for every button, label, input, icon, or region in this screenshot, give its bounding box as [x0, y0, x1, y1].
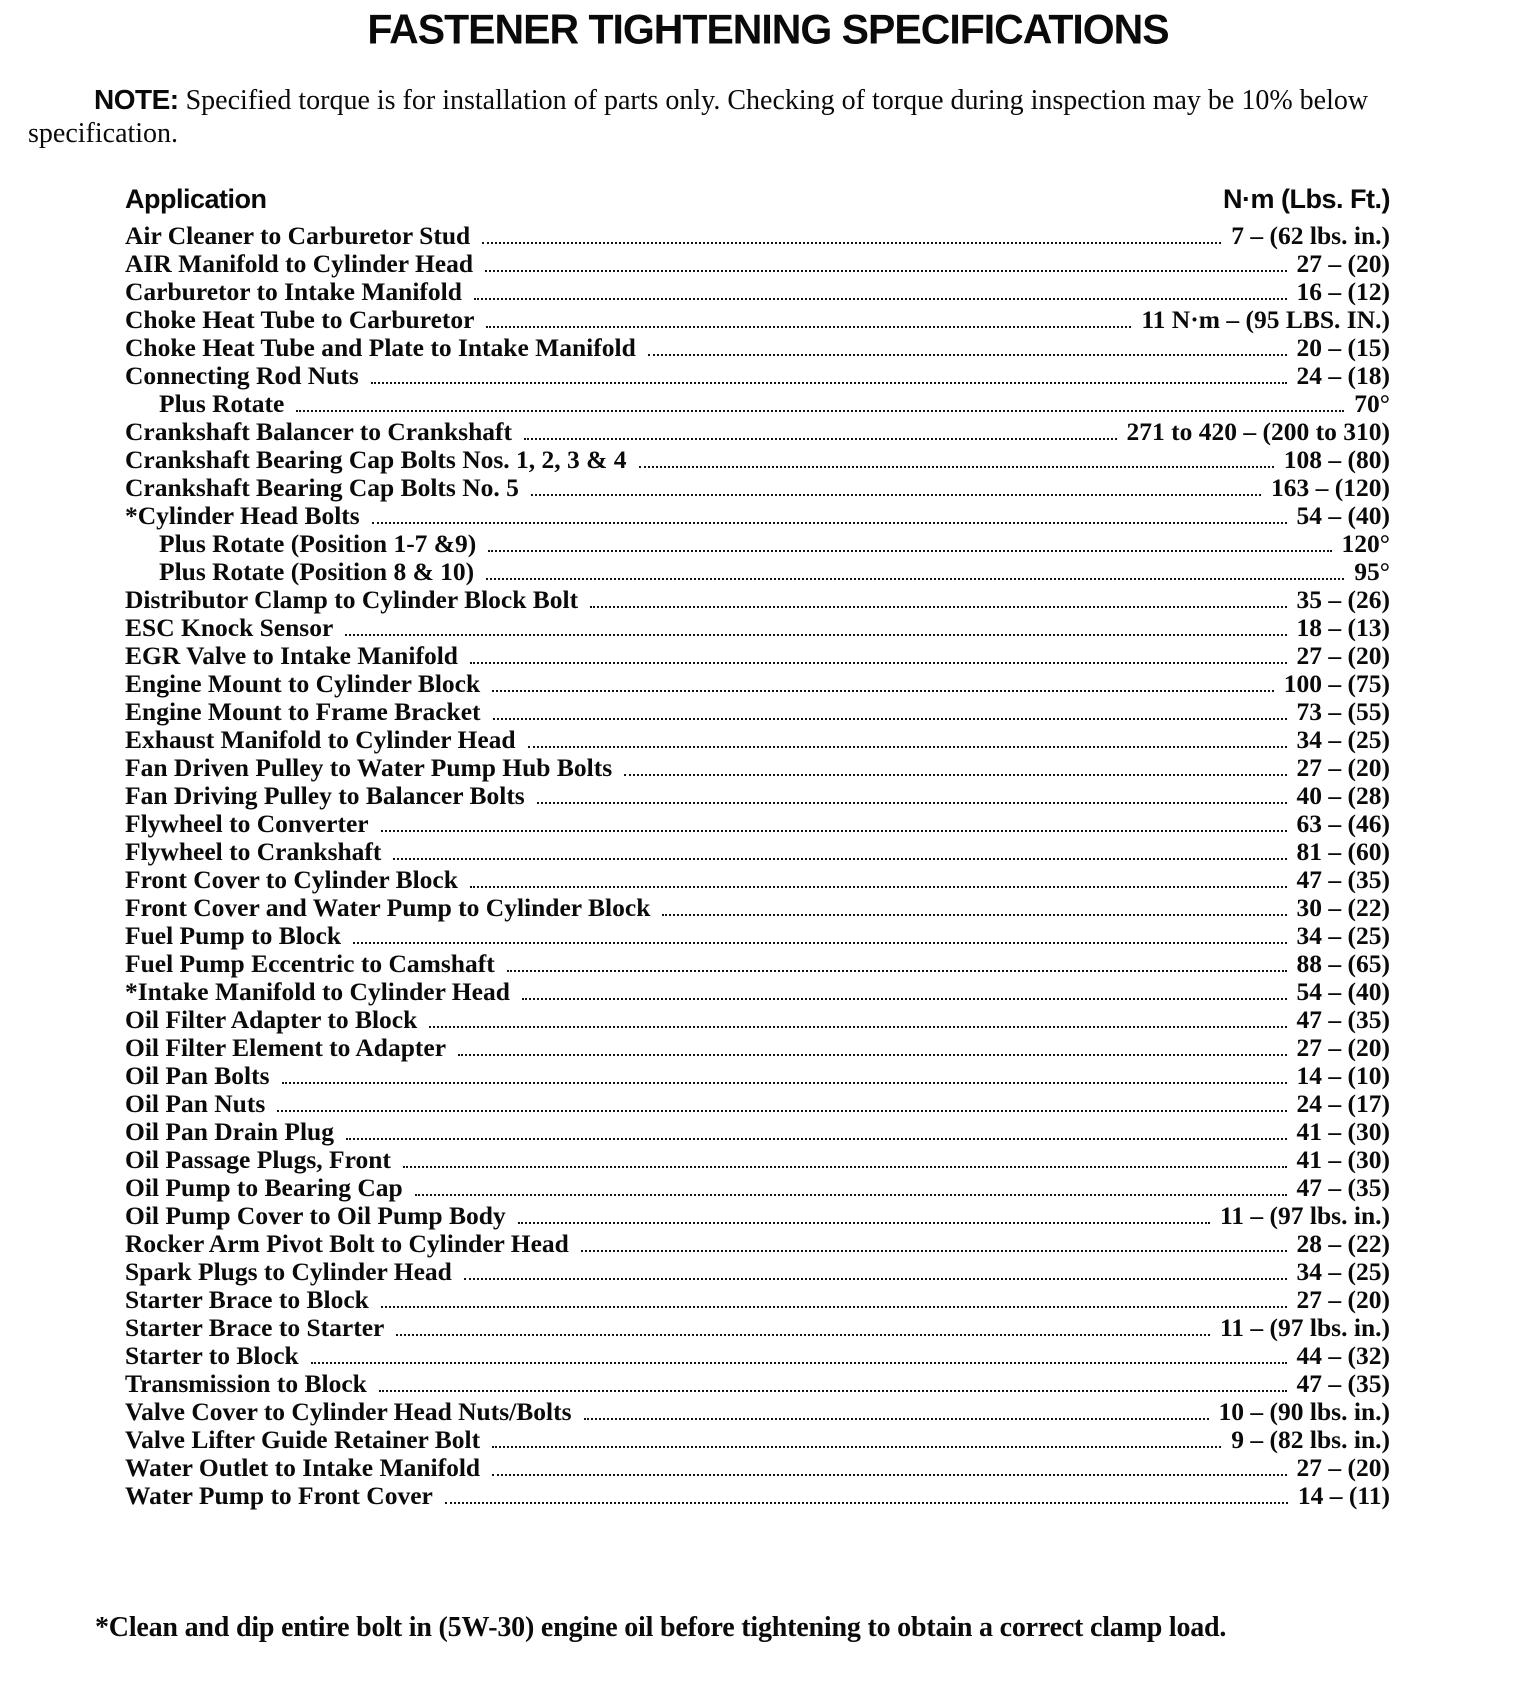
torque-value: 54 – (40): [1296, 977, 1390, 1007]
dot-leader: [445, 1502, 1288, 1504]
table-row: [125, 1034, 1390, 1062]
table-row: [125, 362, 1390, 390]
column-header-torque: N·m (Lbs. Ft.): [1223, 184, 1390, 215]
torque-value: 271 to 420 – (200 to 310): [1126, 417, 1390, 447]
torque-value: 27 – (20): [1296, 1033, 1390, 1063]
dot-leader: [474, 298, 1287, 300]
torque-value: 63 – (46): [1296, 809, 1390, 839]
table-row: [125, 1202, 1390, 1230]
application-name: Exhaust Manifold to Cylinder Head: [125, 725, 516, 755]
torque-value: 47 – (35): [1296, 865, 1390, 895]
table-row: [125, 978, 1390, 1006]
dot-leader: [482, 242, 1221, 244]
dot-leader: [648, 354, 1287, 356]
torque-value: 100 – (75): [1283, 669, 1390, 699]
dot-leader: [528, 746, 1287, 748]
application-name: Fan Driven Pulley to Water Pump Hub Bolts: [125, 753, 613, 783]
table-row: [125, 922, 1390, 950]
torque-value: 41 – (30): [1296, 1117, 1390, 1147]
dot-leader: [624, 774, 1286, 776]
application-name: ESC Knock Sensor: [125, 613, 334, 643]
table-row: [125, 810, 1390, 838]
note-text: Specified torque is for installation of parts only. Checking of torque during inspection may be 10% below specification.: [28, 85, 1369, 150]
application-name: Connecting Rod Nuts: [125, 361, 359, 391]
table-row: [125, 1342, 1390, 1370]
table-row: [125, 866, 1390, 894]
application-name: Choke Heat Tube and Plate to Intake Manifold: [125, 333, 636, 363]
dot-leader: [518, 1222, 1210, 1224]
torque-value: 88 – (65): [1296, 949, 1390, 979]
dot-leader: [282, 1082, 1287, 1084]
torque-value: 73 – (55): [1296, 697, 1390, 727]
table-row: [125, 1286, 1390, 1314]
page-title: FASTENER TIGHTENING SPECIFICATIONS: [367, 5, 1169, 53]
application-name: Fuel Pump to Block: [125, 921, 342, 951]
table-header: [125, 184, 1390, 215]
application-name: Oil Filter Adapter to Block: [125, 1005, 418, 1035]
table-row: [125, 502, 1390, 530]
dot-leader: [492, 690, 1274, 692]
dot-leader: [353, 942, 1286, 944]
torque-value: 34 – (25): [1296, 921, 1390, 951]
dot-leader: [485, 270, 1286, 272]
table-row: [125, 1258, 1390, 1286]
torque-value: 18 – (13): [1296, 613, 1390, 643]
table-row: [125, 698, 1390, 726]
dot-leader: [345, 634, 1286, 636]
dot-leader: [396, 1334, 1210, 1336]
dot-leader: [590, 606, 1286, 608]
application-name: Front Cover to Cylinder Block: [125, 865, 458, 895]
application-name: Starter Brace to Block: [125, 1285, 369, 1315]
application-name: Plus Rotate (Position 8 & 10): [159, 557, 475, 587]
table-row: [125, 614, 1390, 642]
application-name: Starter to Block: [125, 1341, 299, 1371]
table-row: [125, 1426, 1390, 1454]
column-header-application: Application: [125, 184, 267, 215]
footnote: *Clean and dip entire bolt in (5W-30) engine oil before tightening to obtain a correct clamp load.: [95, 1612, 1227, 1643]
application-name: Engine Mount to Frame Bracket: [125, 697, 481, 727]
dot-leader: [507, 970, 1287, 972]
application-name: Oil Pan Bolts: [125, 1061, 270, 1091]
table-row: [125, 1454, 1390, 1482]
table-row: [125, 838, 1390, 866]
application-name: Air Cleaner to Carburetor Stud: [125, 221, 471, 251]
dot-leader: [393, 858, 1286, 860]
torque-value: 10 – (90 lbs. in.): [1218, 1397, 1390, 1427]
torque-value: 27 – (20): [1296, 641, 1390, 671]
application-name: *Cylinder Head Bolts: [125, 501, 360, 531]
torque-value: 11 – (97 lbs. in.): [1219, 1201, 1390, 1231]
torque-value: 9 – (82 lbs. in.): [1231, 1425, 1390, 1455]
application-name: Starter Brace to Starter: [125, 1313, 385, 1343]
application-name: Flywheel to Converter: [125, 809, 369, 839]
torque-value: 47 – (35): [1296, 1005, 1390, 1035]
application-name: Fuel Pump Eccentric to Camshaft: [125, 949, 495, 979]
application-name: Flywheel to Crankshaft: [125, 837, 382, 867]
dot-leader: [492, 1446, 1221, 1448]
note-paragraph: [28, 83, 1510, 150]
table-row: [125, 474, 1390, 502]
application-name: Front Cover and Water Pump to Cylinder Block: [125, 893, 651, 923]
application-name: Water Pump to Front Cover: [125, 1481, 433, 1511]
table-row: [125, 250, 1390, 278]
torque-value: 11 – (97 lbs. in.): [1219, 1313, 1390, 1343]
dot-leader: [464, 1278, 1287, 1280]
dot-leader: [639, 466, 1274, 468]
table-row: [125, 558, 1390, 586]
table-row: [125, 418, 1390, 446]
torque-value: 54 – (40): [1296, 501, 1390, 531]
dot-leader: [522, 998, 1287, 1000]
application-name: Transmission to Block: [125, 1369, 367, 1399]
dot-leader: [429, 1026, 1286, 1028]
torque-value: 41 – (30): [1296, 1145, 1390, 1175]
table-row: [125, 390, 1390, 418]
dot-leader: [584, 1418, 1209, 1420]
table-row: [125, 1090, 1390, 1118]
table-row: [125, 1006, 1390, 1034]
dot-leader: [531, 494, 1261, 496]
application-name: Distributor Clamp to Cylinder Block Bolt: [125, 585, 579, 615]
dot-leader: [311, 1362, 1287, 1364]
table-row: [125, 1370, 1390, 1398]
table-row: [125, 586, 1390, 614]
table-row: [125, 446, 1390, 474]
dot-leader: [277, 1110, 1286, 1112]
table-row: [125, 530, 1390, 558]
torque-value: 44 – (32): [1296, 1341, 1390, 1371]
application-name: Engine Mount to Cylinder Block: [125, 669, 481, 699]
application-name: Crankshaft Balancer to Crankshaft: [125, 417, 513, 447]
dot-leader: [493, 718, 1287, 720]
application-name: Crankshaft Bearing Cap Bolts Nos. 1, 2, 3 & 4: [125, 445, 627, 475]
table-row: [125, 782, 1390, 810]
torque-value: 120°: [1341, 529, 1390, 559]
application-name: EGR Valve to Intake Manifold: [125, 641, 458, 671]
application-name: Oil Filter Element to Adapter: [125, 1033, 447, 1063]
dot-leader: [379, 1390, 1287, 1392]
torque-value: 27 – (20): [1296, 1453, 1390, 1483]
application-name: Water Outlet to Intake Manifold: [125, 1453, 481, 1483]
dot-leader: [470, 886, 1287, 888]
dot-leader: [415, 1194, 1287, 1196]
torque-value: 14 – (11): [1297, 1481, 1390, 1511]
torque-value: 24 – (18): [1296, 361, 1390, 391]
dot-leader: [488, 550, 1331, 552]
application-name: Oil Pump to Bearing Cap: [125, 1173, 403, 1203]
table-row: [125, 1146, 1390, 1174]
dot-leader: [486, 578, 1344, 580]
dot-leader: [581, 1250, 1287, 1252]
torque-value: 40 – (28): [1296, 781, 1390, 811]
table-row: [125, 642, 1390, 670]
dot-leader: [381, 1306, 1287, 1308]
torque-value: 34 – (25): [1296, 725, 1390, 755]
torque-value: 47 – (35): [1296, 1173, 1390, 1203]
torque-value: 24 – (17): [1296, 1089, 1390, 1119]
table-row: [125, 278, 1390, 306]
table-row: [125, 950, 1390, 978]
application-name: AIR Manifold to Cylinder Head: [125, 249, 474, 279]
dot-leader: [372, 522, 1287, 524]
table-rows: [125, 222, 1390, 1510]
application-name: Valve Lifter Guide Retainer Bolt: [125, 1425, 481, 1455]
torque-value: 30 – (22): [1296, 893, 1390, 923]
application-name: Oil Passage Plugs, Front: [125, 1145, 391, 1175]
dot-leader: [403, 1166, 1287, 1168]
dot-leader: [296, 410, 1344, 412]
application-name: Rocker Arm Pivot Bolt to Cylinder Head: [125, 1229, 569, 1259]
torque-value: 95°: [1354, 557, 1390, 587]
torque-value: 27 – (20): [1296, 1285, 1390, 1315]
application-name: *Intake Manifold to Cylinder Head: [125, 977, 510, 1007]
table-row: [125, 1062, 1390, 1090]
note-label: NOTE:: [94, 84, 179, 115]
table-row: [125, 1174, 1390, 1202]
torque-value: 34 – (25): [1296, 1257, 1390, 1287]
application-name: Oil Pan Nuts: [125, 1089, 266, 1119]
torque-value: 163 – (120): [1271, 473, 1390, 503]
application-name: Valve Cover to Cylinder Head Nuts/Bolts: [125, 1397, 572, 1427]
torque-value: 14 – (10): [1296, 1061, 1390, 1091]
dot-leader: [524, 438, 1117, 440]
dot-leader: [371, 382, 1287, 384]
table-row: [125, 670, 1390, 698]
dot-leader: [662, 914, 1286, 916]
table-row: [125, 222, 1390, 250]
torque-value: 47 – (35): [1296, 1369, 1390, 1399]
table-row: [125, 334, 1390, 362]
torque-value: 35 – (26): [1296, 585, 1390, 615]
application-name: Oil Pan Drain Plug: [125, 1117, 334, 1147]
dot-leader: [458, 1054, 1286, 1056]
dot-leader: [346, 1138, 1287, 1140]
torque-value: 7 – (62 lbs. in.): [1231, 221, 1390, 251]
application-name: Carburetor to Intake Manifold: [125, 277, 462, 307]
spec-table: [125, 184, 1390, 1510]
torque-value: 108 – (80): [1283, 445, 1390, 475]
table-row: [125, 894, 1390, 922]
table-row: [125, 1314, 1390, 1342]
dot-leader: [486, 326, 1131, 328]
torque-value: 28 – (22): [1296, 1229, 1390, 1259]
torque-value: 70°: [1354, 389, 1390, 419]
table-row: [125, 754, 1390, 782]
table-row: [125, 1398, 1390, 1426]
table-row: [125, 1482, 1390, 1510]
dot-leader: [537, 802, 1287, 804]
torque-value: 81 – (60): [1296, 837, 1390, 867]
table-row: [125, 726, 1390, 754]
torque-value: 16 – (12): [1296, 277, 1390, 307]
table-row: [125, 1118, 1390, 1146]
application-name: Choke Heat Tube to Carburetor: [125, 305, 475, 335]
table-row: [125, 306, 1390, 334]
table-row: [125, 1230, 1390, 1258]
torque-value: 11 N·m – (95 LBS. IN.): [1141, 305, 1390, 335]
application-name: Crankshaft Bearing Cap Bolts No. 5: [125, 473, 519, 503]
application-name: Oil Pump Cover to Oil Pump Body: [125, 1201, 506, 1231]
dot-leader: [381, 830, 1287, 832]
dot-leader: [492, 1474, 1286, 1476]
torque-value: 27 – (20): [1296, 249, 1390, 279]
application-name: Spark Plugs to Cylinder Head: [125, 1257, 452, 1287]
application-name: Plus Rotate: [159, 389, 285, 419]
torque-value: 27 – (20): [1296, 753, 1390, 783]
application-name: Plus Rotate (Position 1-7 &9): [159, 529, 477, 559]
dot-leader: [470, 662, 1287, 664]
torque-value: 20 – (15): [1296, 333, 1390, 363]
application-name: Fan Driving Pulley to Balancer Bolts: [125, 781, 525, 811]
